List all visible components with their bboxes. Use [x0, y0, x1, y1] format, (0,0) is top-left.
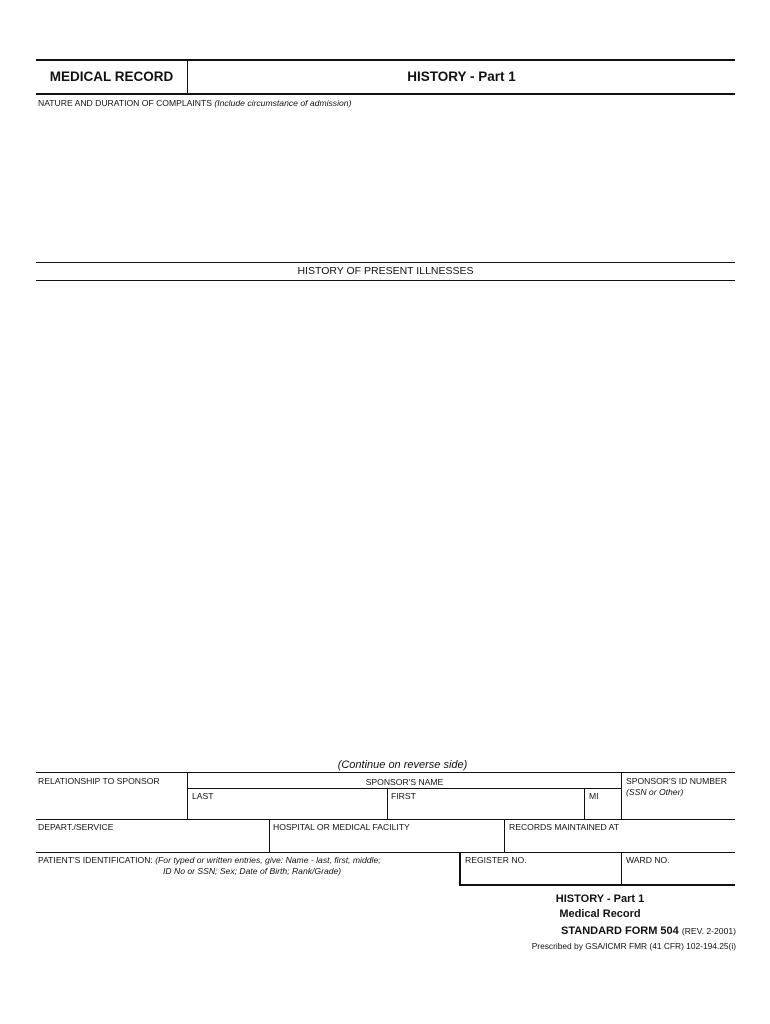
records-label: RECORDS MAINTAINED AT: [509, 822, 619, 832]
complaints-label-text: NATURE AND DURATION OF COMPLAINTS: [38, 98, 212, 108]
complaints-note: (Include circumstance of admission): [214, 98, 352, 108]
patient-id-label-text: PATIENT'S IDENTIFICATION:: [38, 855, 153, 865]
hospital-label: HOSPITAL OR MEDICAL FACILITY: [273, 822, 410, 832]
relationship-label: RELATIONSHIP TO SPONSOR: [38, 776, 160, 786]
form-type-title: MEDICAL RECORD: [49, 69, 174, 84]
ward-label: WARD NO.: [626, 855, 670, 865]
register-label: REGISTER NO.: [465, 855, 527, 865]
sponsor-name-label: SPONSOR'S NAME: [365, 777, 444, 787]
footer-form-number-line: [480, 925, 736, 937]
sponsor-top-rule: [36, 772, 735, 773]
register-field[interactable]: [462, 866, 620, 883]
sponsor-name-subrule: [187, 788, 621, 789]
sponsor-mi-label: MI: [589, 791, 599, 801]
present-illness-heading: HISTORY OF PRESENT ILLNESSES: [297, 265, 474, 277]
patient-id-field[interactable]: [36, 878, 456, 978]
complaints-field[interactable]: [36, 110, 735, 260]
register-ward-divider: [621, 852, 622, 886]
footer-subtitle: Medical Record: [559, 908, 641, 920]
patient-register-divider: [459, 852, 461, 886]
header-bottom-rule: [36, 93, 735, 95]
footer-form-number: STANDARD FORM 504: [561, 925, 679, 937]
sponsor-mi-field[interactable]: [585, 801, 620, 819]
footer-title: HISTORY - Part 1: [555, 893, 645, 905]
complaints-label: [38, 98, 351, 108]
relationship-field[interactable]: [36, 787, 186, 819]
illness-bottom-rule: [36, 280, 735, 281]
records-field[interactable]: [505, 833, 734, 851]
sponsor-last-field[interactable]: [188, 801, 386, 819]
footer-prescribed: Prescribed by GSA/ICMR FMR (41 CFR) 102-194.25(i): [531, 941, 736, 951]
sponsor-first-field[interactable]: [388, 801, 583, 819]
register-bottom-rule: [459, 884, 735, 886]
depart-label: DEPART./SERVICE: [38, 822, 114, 832]
patient-id-note-line1: (For typed or written entries, give: Name - last, first, middle;: [155, 855, 381, 865]
ward-field[interactable]: [623, 866, 734, 883]
depart-top-rule: [36, 819, 735, 820]
sponsor-id-label: SPONSOR'S ID NUMBER: [626, 776, 727, 786]
depart-field[interactable]: [36, 833, 268, 851]
form-title: HISTORY - Part 1: [407, 69, 516, 84]
illness-top-rule: [36, 262, 735, 263]
sponsor-id-note: (SSN or Other): [626, 787, 684, 797]
sponsor-id-field[interactable]: [622, 799, 734, 819]
patient-top-rule: [36, 852, 735, 853]
patient-id-label: [38, 855, 381, 865]
present-illness-field[interactable]: [36, 283, 735, 753]
sponsor-first-label: FIRST: [391, 791, 416, 801]
header-top-rule: [36, 59, 735, 61]
sponsor-last-label: LAST: [192, 791, 214, 801]
continue-note: (Continue on reverse side): [337, 759, 468, 771]
patient-id-note-line2: ID No or SSN; Sex; Date of Birth; Rank/Grade): [163, 866, 342, 876]
hospital-field[interactable]: [270, 833, 503, 851]
footer-revision: (REV. 2-2001): [681, 926, 736, 936]
